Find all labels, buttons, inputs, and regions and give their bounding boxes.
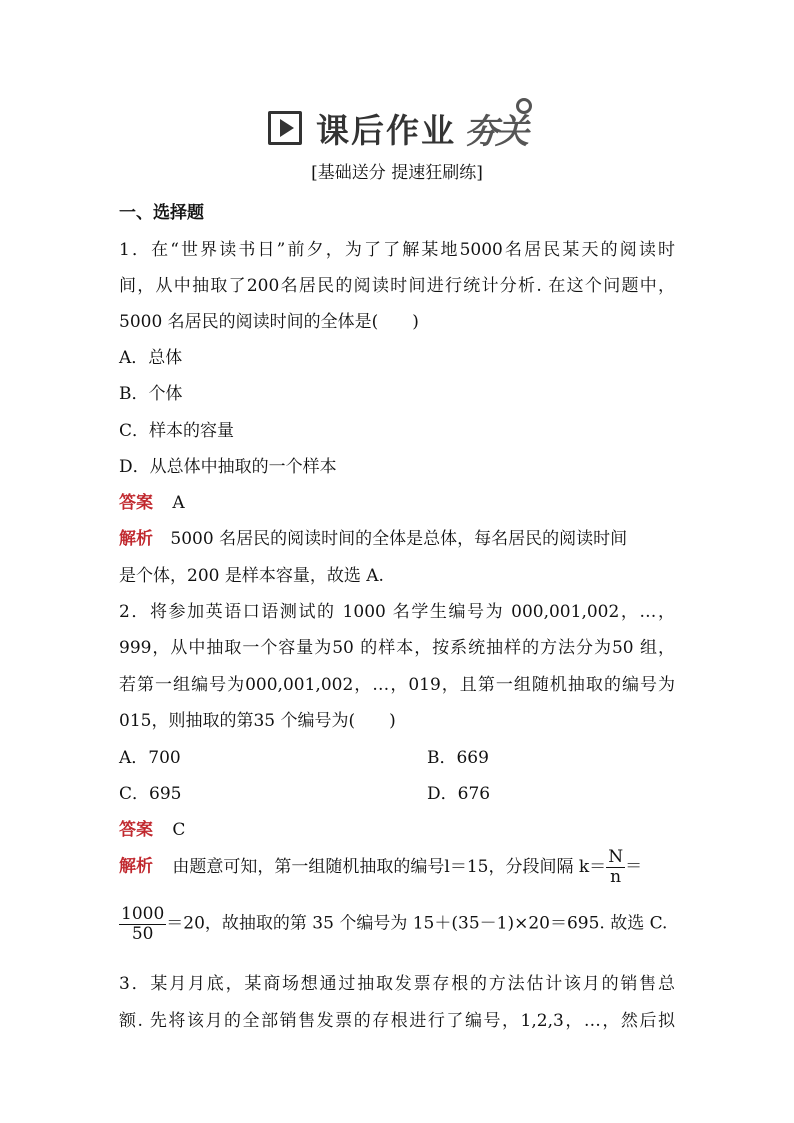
homework-banner: [0, 104, 794, 152]
fraction-n-over-n: [606, 848, 625, 886]
q2-option-c: C．695: [119, 784, 182, 804]
fraction-denominator: 50: [131, 923, 154, 944]
fraction-denominator: n: [610, 866, 622, 887]
q1-option-b: B．个体: [119, 384, 183, 404]
q1-stem-line-2: 间，从中抽取了200名居民的阅读时间进行统计分析. 在这个问题中，: [119, 276, 675, 296]
q2-analysis-post: ＝20，故抽取的第 35 个编号为 15＋(35－1)×20＝695. 故选 C.: [166, 913, 668, 934]
q1-stem-line-1: 1．在“世界读书日”前夕，为了了解某地5000名居民某天的阅读时: [119, 240, 675, 260]
q3-stem-line-1: 3．某月月底，某商场想通过抽取发票存根的方法估计该月的销售总: [119, 974, 675, 994]
q2-analysis-line-2: [119, 905, 667, 943]
q2-answer-label: 答案: [119, 820, 153, 840]
q1-analysis-line-2: 是个体，200 是样本容量，故选 A.: [119, 566, 384, 586]
q2-stem-line-1: 2．将参加英语口语测试的 1000 名学生编号为 000,001,002，…，: [119, 602, 675, 622]
q1-analysis-label: 解析: [119, 529, 153, 549]
q2-option-d: D．676: [427, 784, 491, 804]
logo-text: 夯关: [464, 111, 526, 152]
q1-option-a: A．总体: [119, 348, 183, 368]
q2-analysis-equals: ＝: [625, 856, 643, 877]
q2-analysis-label: 解析: [119, 856, 153, 877]
q2-analysis-pre: 由题意可知，第一组随机抽取的编号l＝15，分段间隔 k＝: [172, 856, 607, 877]
q2-option-b: B．669: [427, 748, 489, 768]
q1-option-c: C．样本的容量: [119, 421, 235, 441]
fraction-1000-over-50: [119, 905, 166, 943]
q1-analysis-text-1: 5000 名居民的阅读时间的全体是总体，每名居民的阅读时间: [170, 529, 628, 549]
q1-analysis-line-1: [119, 524, 627, 549]
gear-icon: [516, 98, 532, 114]
q1-answer-value: A: [172, 493, 185, 513]
q2-answer: [119, 815, 185, 840]
q2-stem-line-4: 015，则抽取的第35 个编号为( ): [119, 711, 396, 731]
banner-title: 课后作业: [316, 110, 456, 150]
q2-option-a: A．700: [119, 748, 181, 768]
section-title: 一、选择题: [119, 203, 204, 223]
fraction-numerator: 1000: [121, 904, 165, 924]
q3-stem-line-2: 额. 先将该月的全部销售发票的存根进行了编号，1,2,3，…，然后拟: [119, 1011, 675, 1031]
q2-stem-line-2: 999，从中抽取一个容量为50 的样本，按系统抽样的方法分为50 组，: [119, 638, 675, 658]
q2-analysis-line-1: [119, 848, 642, 886]
fraction-numerator: N: [608, 847, 624, 867]
subtitle: [基础送分 提速狂刷练]: [311, 163, 483, 183]
q1-answer-label: 答案: [119, 493, 153, 513]
q2-stem-line-3: 若第一组编号为000,001,002，…，019，且第一组随机抽取的编号为: [119, 675, 675, 695]
q1-option-d: D．从总体中抽取的一个样本: [119, 457, 337, 477]
logo: [464, 104, 526, 153]
q2-answer-value: C: [172, 820, 186, 840]
play-icon: [268, 111, 302, 145]
q1-answer: [119, 488, 185, 513]
q1-stem-line-3: 5000 名居民的阅读时间的全体是( ): [119, 312, 419, 332]
